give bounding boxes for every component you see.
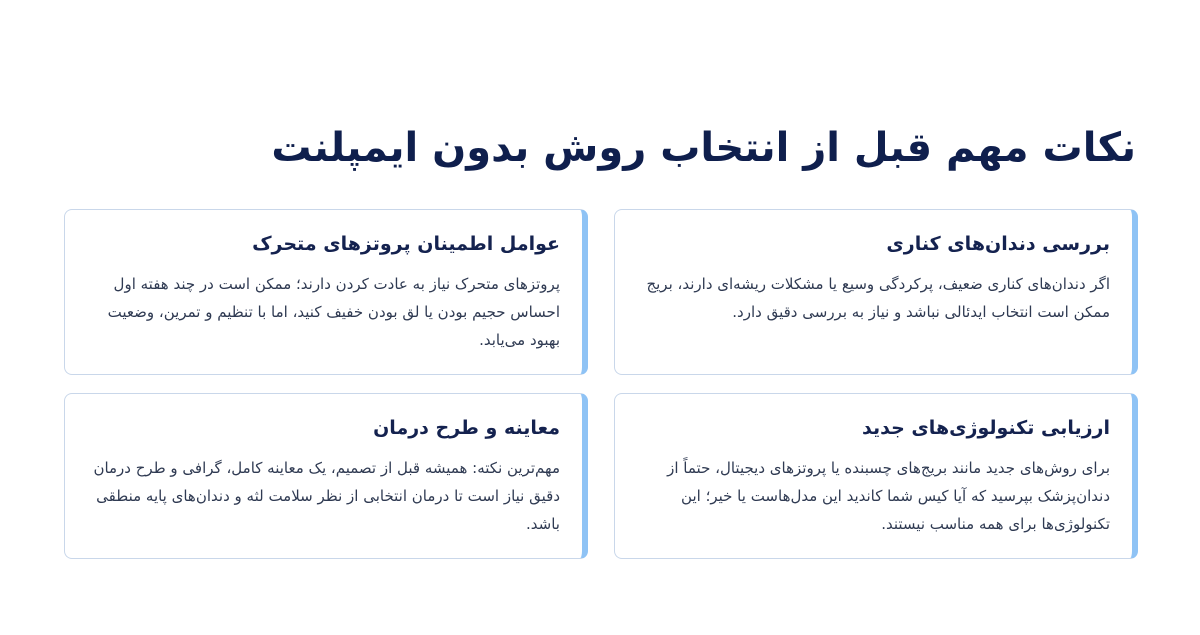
tip-card-removable-dentures — [64, 209, 588, 375]
card-title: ارزیابی تکنولوژی‌های جدید — [862, 417, 1110, 439]
tip-card-adjacent-teeth — [614, 209, 1138, 375]
card-title: عوامل اطمینان پروتزهای متحرک — [252, 233, 560, 255]
card-body: مهم‌ترین نکته: همیشه قبل از تصمیم، یک معاینه کامل، گرافی و طرح درمان دقیق نیاز است تا درمان انتخابی از نظر سلامت لثه و دندان‌های پایه منطقی باشد. — [93, 459, 560, 533]
tip-card-exam-treatment-plan — [64, 393, 588, 559]
page-title: نکات مهم قبل از انتخاب روش بدون ایمپلنت — [271, 125, 1136, 171]
card-body: اگر دندان‌های کناری ضعیف، پرکردگی وسیع یا مشکلات ریشه‌ای دارند، بریج ممکن است انتخاب ایدئالی نباشد و نیاز به بررسی دقیق دارد. — [646, 275, 1110, 321]
card-title: معاینه و طرح درمان — [373, 417, 560, 439]
tip-card-new-technologies — [614, 393, 1138, 559]
card-body: پروتزهای متحرک نیاز به عادت کردن دارند؛ ممکن است در چند هفته اول احساس حجیم بودن یا لق بودن خفیف کنید، اما با تنظیم و تمرین، وضعیت بهبود می‌یابد. — [107, 275, 560, 349]
card-title: بررسی دندان‌های کناری — [886, 233, 1110, 255]
card-body: برای روش‌های جدید مانند بریج‌های چسبنده یا پروتزهای دیجیتال، حتماً از دندان‌پزشک بپرسید که آیا کیس شما کاندید این مدل‌هاست یا خیر؛ این تکنولوژی‌ها برای همه مناسب نیستند. — [667, 459, 1110, 533]
tips-grid — [64, 209, 1138, 559]
